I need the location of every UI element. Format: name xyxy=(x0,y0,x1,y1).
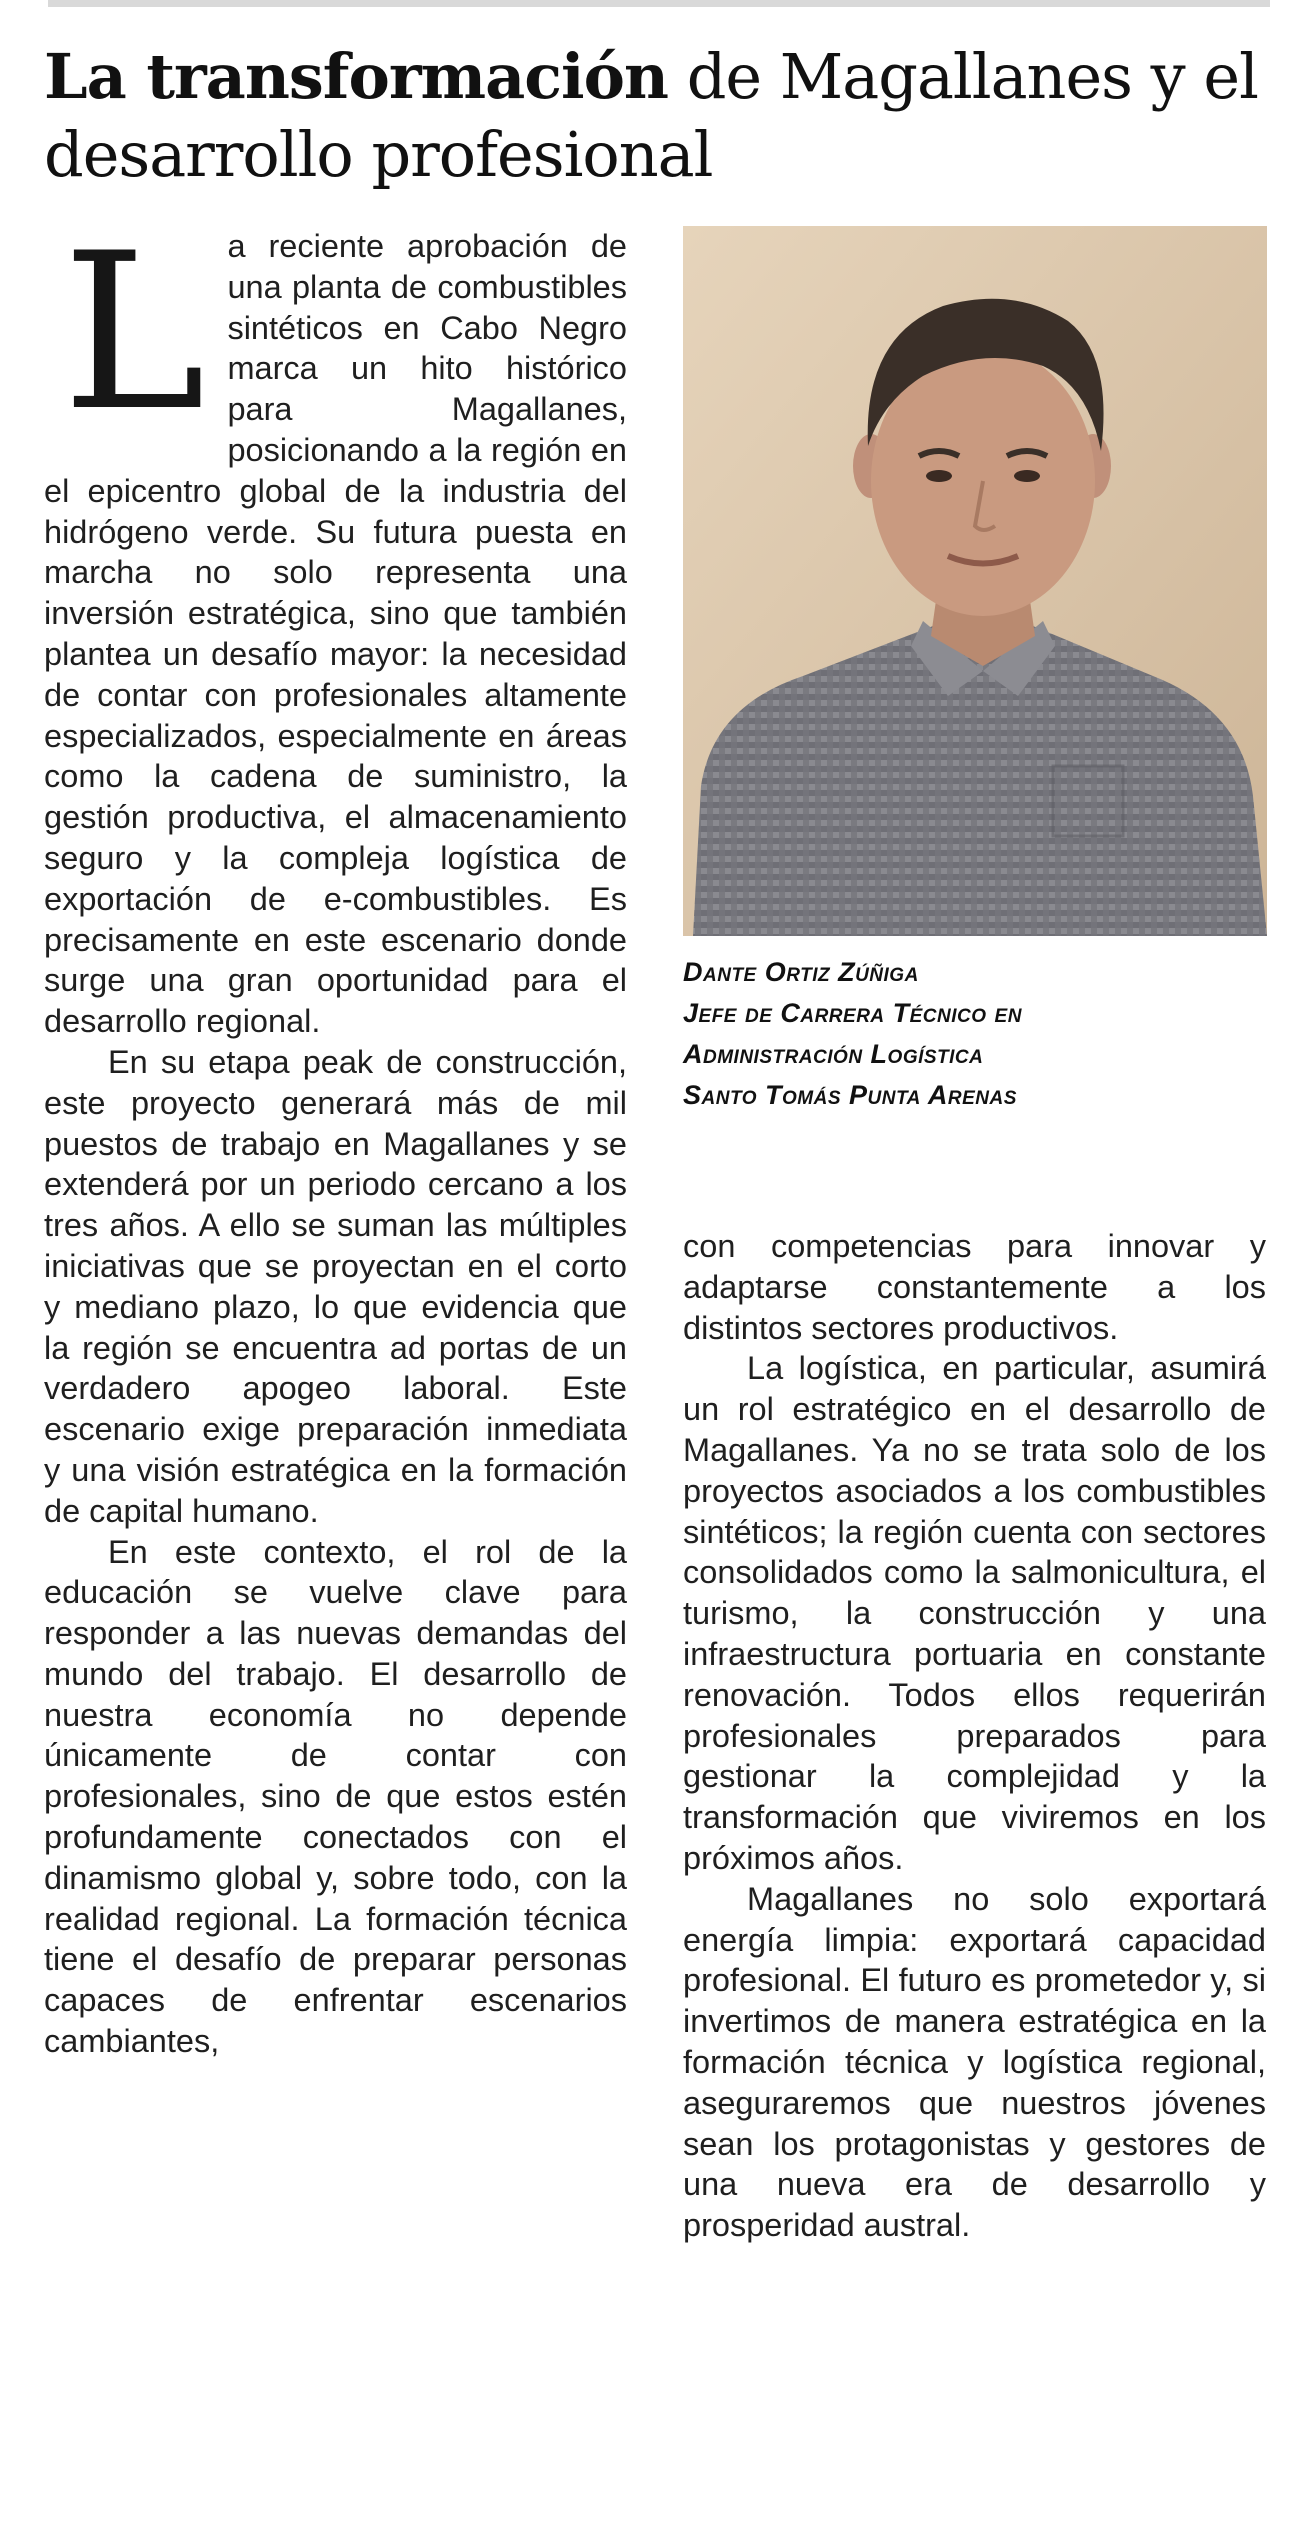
article-column-right xyxy=(683,1226,1266,2246)
paragraph-1: a reciente aprobación de una planta de combustibles sintéticos en Cabo Negro marca un hito histórico para Magallanes, posicionando a la región en el epicentro global de la industria del hidrógeno verde. Su futura puesta en marcha no solo representa una inversión estratégica, sino que también plantea un desafío mayor: la necesidad de contar con profesionales altamente especializados, especialmente en áreas como la cadena de suministro, la gestión productiva, el almacenamiento seguro y la compleja logística de exportación de e-combustibles. Es precisamente en este escenario donde surge una gran oportunidad para el desarrollo regional. xyxy=(44,228,627,1040)
article-column-left xyxy=(44,207,627,2062)
paragraph-5: Magallanes no solo exportará energía limpia: exportará capacidad profesional. El futuro es prometedor y, si invertimos de manera estratégica en la formación técnica y logística regional, aseguraremos que nuestros jóvenes sean los protagonistas y gestores de una nueva era de desarrollo y prosperidad austral. xyxy=(683,1880,1266,2244)
paragraph-2: En su etapa peak de construcción, este proyecto generará más de mil puestos de trabajo en Magallanes y se extenderá por un periodo cercano a los tres años. A ello se suman las múltiples iniciativas que se proyectan en el corto y mediano plazo, lo que evidencia que la región se encuentra ad portas de un verdadero apogeo laboral. Este escenario exige preparación inmediata y una visión estratégica en la formación de capital humano. xyxy=(44,1043,627,1529)
paragraph-4: La logística, en particular, asumirá un rol estratégico en el desarrollo de Magallanes. Ya no se trata solo de los proyectos asociados a los combustibles sintéticos; la región cuenta con sectores consolidados como la salmonicultura, el turismo, la construcción y una infraestructura portuaria en constante renovación. Todos ellos requerirán profesionales preparados para gestionar la complejidad y la transformación que viviremos en los próximos años. xyxy=(683,1350,1266,1876)
paragraph-3-continued: con competencias para innovar y adaptarse constantemente a los distintos sectores productivos. xyxy=(683,1228,1266,1346)
author-role-line-2: Administración Logística xyxy=(683,1039,984,1069)
author-portrait-image xyxy=(683,226,1267,936)
drop-cap: L xyxy=(62,207,206,458)
author-caption xyxy=(683,952,1267,1116)
headline xyxy=(44,38,1274,194)
author-institution: Santo Tomás Punta Arenas xyxy=(683,1080,1017,1110)
author-name: Dante Ortiz Zúñiga xyxy=(683,957,919,987)
author-role-line-1: Jefe de Carrera Técnico en xyxy=(683,998,1022,1028)
headline-rest: de Magallanes y el desarrollo profesional xyxy=(44,40,1258,191)
headline-bold: La transformación xyxy=(44,40,669,113)
author-photo xyxy=(683,226,1267,936)
paragraph-3: En este contexto, el rol de la educación se vuelve clave para responder a las nuevas demandas del mundo del trabajo. El desarrollo de nuestra economía no depende únicamente de contar con profesionales, sino de que estos estén profundamente conectados con el dinamismo global y, sobre todo, con la realidad regional. La formación técnica tiene el desafío de preparar personas capaces de enfrentar escenarios cambiantes, xyxy=(44,1533,627,2060)
top-rule xyxy=(48,0,1270,7)
